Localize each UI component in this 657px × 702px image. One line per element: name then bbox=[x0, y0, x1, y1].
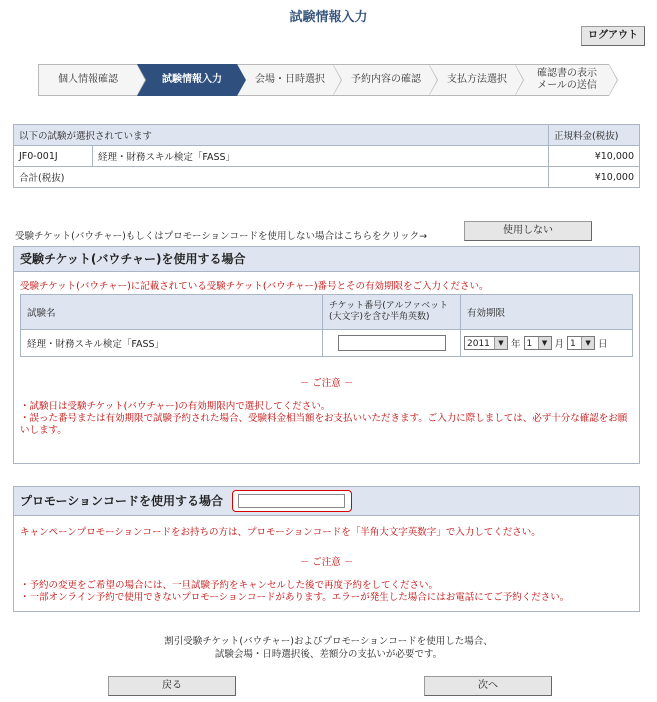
discount-footnote bbox=[0, 635, 657, 661]
expiry-month-select[interactable] bbox=[524, 336, 552, 350]
progress-steps bbox=[38, 64, 609, 96]
step-label: 支払方法選択 bbox=[447, 74, 507, 85]
voucher-section bbox=[13, 246, 640, 464]
step-venue-datetime bbox=[237, 64, 333, 96]
month-unit: 月 bbox=[554, 339, 565, 350]
step-label: 予約内容の確認 bbox=[351, 74, 421, 85]
promo-section bbox=[13, 486, 640, 612]
expiry-year-select[interactable] bbox=[464, 336, 508, 350]
back-button[interactable]: 戻る bbox=[108, 676, 236, 696]
voucher-table-header bbox=[21, 295, 633, 330]
do-not-use-button[interactable]: 使用しない bbox=[464, 221, 592, 241]
chevron-down-icon: ▼ bbox=[538, 337, 551, 349]
voucher-exam-name: 経理・財務スキル検定「FASS」 bbox=[21, 330, 323, 357]
step-exam-info bbox=[137, 64, 237, 96]
voucher-table bbox=[20, 294, 633, 357]
step-send-mail bbox=[515, 64, 609, 96]
step-label: 試験情報入力 bbox=[162, 74, 222, 85]
voucher-caution-title: － ご注意 － bbox=[299, 378, 354, 389]
table-header-selected: 以下の試験が選択されています bbox=[14, 125, 549, 146]
voucher-heading: 受験チケット(バウチャー)を使用する場合 bbox=[14, 247, 639, 272]
year-value: 2011 bbox=[467, 339, 490, 349]
step-label: 確認書の表示 メールの送信 bbox=[537, 68, 597, 91]
total-price: ¥10,000 bbox=[549, 167, 640, 188]
exam-price: ¥10,000 bbox=[549, 146, 640, 167]
table-row bbox=[14, 146, 640, 167]
exam-code: JF0-001J bbox=[14, 146, 93, 167]
chevron-down-icon: ▼ bbox=[494, 337, 507, 349]
col-ticket-number: チケット番号(アルファベット (大文字)を含む半角英数) bbox=[323, 295, 461, 330]
table-header-row bbox=[14, 125, 640, 146]
year-unit: 年 bbox=[511, 339, 521, 350]
step-label: 会場・日時選択 bbox=[255, 74, 325, 85]
selected-exam-table bbox=[13, 124, 640, 188]
promo-header bbox=[14, 487, 639, 516]
table-row bbox=[21, 330, 633, 357]
ticket-number-input[interactable] bbox=[338, 335, 446, 351]
promo-instruction: キャンペーンプロモーションコードをお持ちの方は、プロモーションコードを「半角大文字英数字」で入力してください。 bbox=[20, 527, 541, 538]
step-confirm bbox=[333, 64, 429, 96]
voucher-caution-2: ・誤った番号または有効期限で試験予約された場合、受験料金相当額をお支払いいただきます。ご入力に際しましては、必ず十分な確認をお願いします。 bbox=[20, 413, 628, 436]
expiry-day-select[interactable] bbox=[567, 336, 595, 350]
promo-code-input[interactable] bbox=[238, 494, 345, 508]
next-button[interactable]: 次へ bbox=[424, 676, 552, 696]
col-expiry: 有効期限 bbox=[461, 295, 633, 330]
step-label: 個人情報確認 bbox=[58, 74, 118, 85]
logout-button[interactable]: ログアウト bbox=[581, 26, 645, 46]
step-payment bbox=[429, 64, 515, 96]
voucher-instruction: 受験チケット(バウチャー)に記載されている受験チケット(バウチャー)番号とその有効期限をご入力ください。 bbox=[20, 281, 489, 292]
chevron-down-icon: ▼ bbox=[581, 337, 594, 349]
promo-input-highlight bbox=[232, 490, 352, 512]
promo-caution-title: － ご注意 － bbox=[299, 557, 354, 568]
table-total-row bbox=[14, 167, 640, 188]
promo-caution-1: ・予約の変更をご希望の場合には、一旦試験予約をキャンセルした後で再度予約をしてください。 bbox=[20, 580, 439, 591]
step-personal-info bbox=[38, 64, 137, 96]
voucher-caution-1: ・試験日は受験チケット(バウチャー)の有効期限内で選択してください。 bbox=[20, 401, 331, 412]
exam-name: 経理・財務スキル検定「FASS」 bbox=[93, 146, 549, 167]
month-value: 1 bbox=[526, 339, 533, 349]
day-value: 1 bbox=[570, 339, 576, 349]
ticket-skip-prompt: 受験チケット(バウチャー)もしくはプロモーションコードを使用しない場合はこちらをクリック→ bbox=[15, 231, 428, 242]
total-label: 合計(税抜) bbox=[14, 167, 549, 188]
col-exam-name: 試験名 bbox=[21, 295, 323, 330]
footnote-line-1: 割引受験チケット(バウチャー)およびプロモーションコードを使用した場合、 bbox=[164, 636, 493, 647]
promo-heading: プロモーションコードを使用する場合 bbox=[20, 494, 224, 508]
promo-caution-2: ・一部オンライン予約で使用できないプロモーションコードがあります。エラーが発生した場合にはお電話にてご予約ください。 bbox=[20, 592, 570, 603]
footnote-line-2: 試験会場・日時選択後、差額分の支払いが必要です。 bbox=[214, 649, 443, 660]
day-unit: 日 bbox=[598, 339, 608, 350]
table-header-price: 正規料金(税抜) bbox=[549, 125, 640, 146]
page-title: 試験情報入力 bbox=[289, 10, 368, 25]
